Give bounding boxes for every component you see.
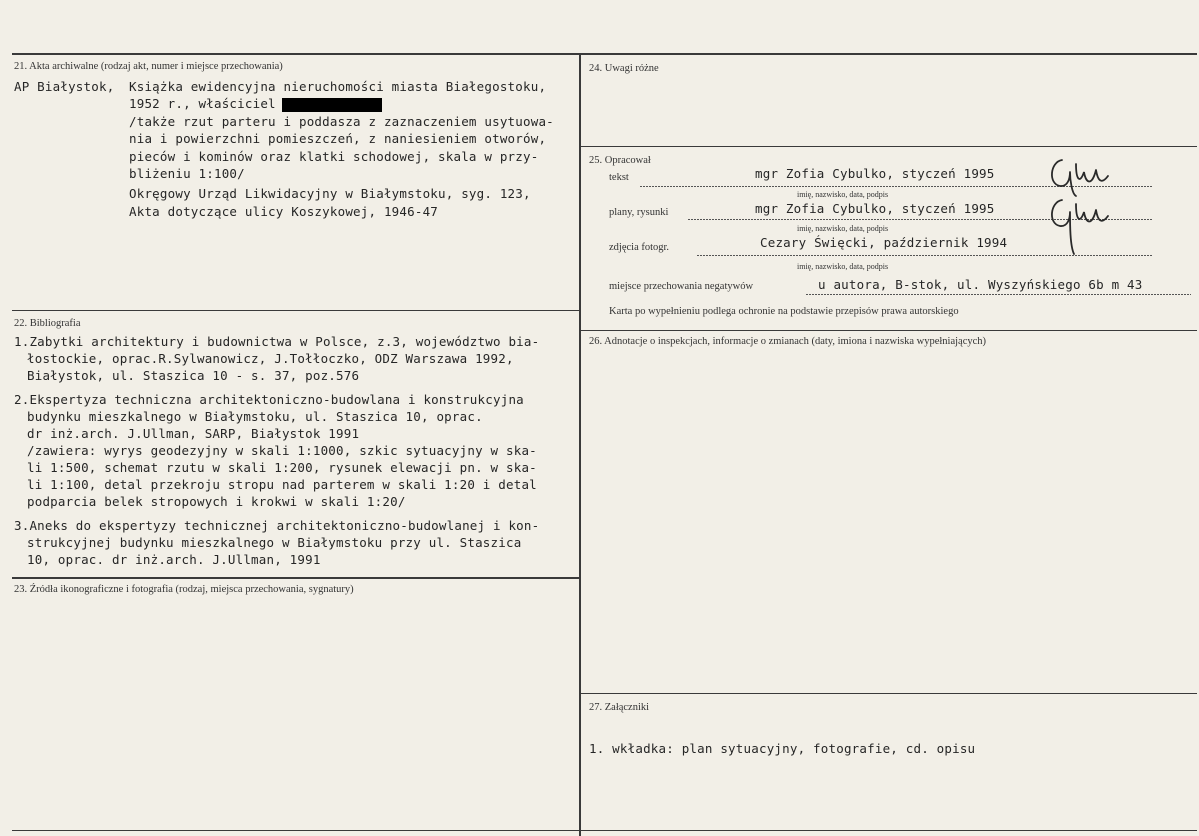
s21-line-5: pieców i kominów oraz klatki schodowej, skala w przy- — [129, 149, 539, 164]
s22-line-11: 3.Aneks do ekspertyzy technicznej architektoniczno-budowlanej i kon- — [14, 518, 540, 533]
s22-line-4: 2.Ekspertyza techniczna architektoniczno-budowlana i konstrukcyjna — [14, 392, 524, 407]
s25-heading: 25. Opracował — [589, 155, 651, 166]
s27-heading: 27. Załączniki — [589, 702, 650, 713]
s21-line-3: /także rzut parteru i poddasza z zaznaczeniem usytuowa- — [129, 114, 554, 129]
s23-heading: 23. Źródła ikonograficzne i fotografia (rodzaj, miejsca przechowania, sygnatury) — [14, 584, 354, 595]
s21-prefix: AP Białystok, — [14, 79, 115, 94]
s21-line-8: Akta dotyczące ulicy Koszykowej, 1946-47 — [129, 204, 439, 219]
s22-line-3: Białystok, ul. Staszica 10 - s. 37, poz.576 — [27, 368, 360, 383]
s25-karta-note: Karta po wypełnieniu podlega ochronie na podstawie przepisów prawa autorskiego — [609, 306, 959, 317]
s22-heading: 22. Bibliografia — [14, 318, 81, 329]
top-border — [12, 53, 1197, 55]
s21-line-1: Książka ewidencyjna nieruchomości miasta Białegostoku, — [129, 79, 547, 94]
s25-sub3: imię, nazwisko, data, podpis — [797, 262, 889, 271]
s22-line-6: dr inż.arch. J.Ullman, SARP, Białystok 1991 — [27, 426, 360, 441]
right-divider-3 — [581, 693, 1197, 694]
s21-line-2 — [129, 96, 382, 112]
s22-line-1: 1.Zabytki architektury i budownictwa w Polsce, z.3, województwo bia- — [14, 334, 540, 349]
s25-sub2: imię, nazwisko, data, podpis — [797, 224, 889, 233]
s21-line-7: Okręgowy Urząd Likwidacyjny w Białymstoku, syg. 123, — [129, 186, 531, 201]
s25-miejsce-value: u autora, B-stok, ul. Wyszyńskiego 6b m 43 — [818, 277, 1143, 292]
s22-line-9: li 1:100, detal przekroju stropu nad parterem w skali 1:20 i detal — [27, 477, 537, 492]
right-divider-1 — [581, 146, 1197, 147]
left-divider-2 — [12, 577, 579, 579]
s25-tekst-label: tekst — [609, 172, 629, 183]
s21-line-6: bliżeniu 1:100/ — [129, 166, 245, 181]
s25-miejsce-underline — [806, 294, 1191, 295]
s25-zdjecia-value: Cezary Święcki, październik 1994 — [760, 235, 1008, 250]
s21-line-2-text: 1952 r., właściciel — [129, 96, 276, 111]
s22-line-12: strukcyjnej budynku mieszkalnego w Białymstoku przy ul. Staszica — [27, 535, 522, 550]
redaction-box — [282, 98, 382, 112]
s26-heading: 26. Adnotacje o inspekcjach, informacje o zmianach (daty, imiona i nazwiska wypełniających) — [589, 336, 987, 347]
s21-heading: 21. Akta archiwalne (rodzaj akt, numer i miejsce przechowania) — [14, 61, 283, 72]
s24-heading: 24. Uwagi różne — [589, 63, 659, 74]
center-divider — [579, 53, 581, 836]
s22-line-2: łostockie, oprac.R.Sylwanowicz, J.Tołłoczko, ODZ Warszawa 1992, — [27, 351, 514, 366]
s25-zdjecia-label: zdjęcia fotogr. — [609, 242, 670, 253]
s22-line-5: budynku mieszkalnego w Białymstoku, ul. Staszica 10, oprac. — [27, 409, 483, 424]
s25-tekst-value: mgr Zofia Cybulko, styczeń 1995 — [755, 166, 995, 181]
s21-line-4: nia i powierzchni pomieszczeń, z naniesieniem otworów, — [129, 131, 547, 146]
signature-2 — [1040, 190, 1112, 260]
s25-miejsce-label: miejsce przechowania negatywów — [609, 281, 754, 292]
right-divider-2 — [581, 330, 1197, 331]
s22-line-7: /zawiera: wyrys geodezyjny w skali 1:1000, szkic sytuacyjny w ska- — [27, 443, 537, 458]
s25-plany-value: mgr Zofia Cybulko, styczeń 1995 — [755, 201, 995, 216]
bottom-border — [12, 830, 1197, 831]
s25-plany-label: plany, rysunki — [609, 207, 669, 218]
s22-line-8: li 1:500, schemat rzutu w skali 1:200, rysunek elewacji pn. w ska- — [27, 460, 537, 475]
s22-line-13: 10, oprac. dr inż.arch. J.Ullman, 1991 — [27, 552, 321, 567]
s27-item: 1. wkładka: plan sytuacyjny, fotografie, cd. opisu — [589, 741, 976, 756]
s22-line-10: podparcia belek stropowych i krokwi w skali 1:20/ — [27, 494, 406, 509]
left-divider-1 — [12, 310, 579, 311]
s25-sub1: imię, nazwisko, data, podpis — [797, 190, 889, 199]
